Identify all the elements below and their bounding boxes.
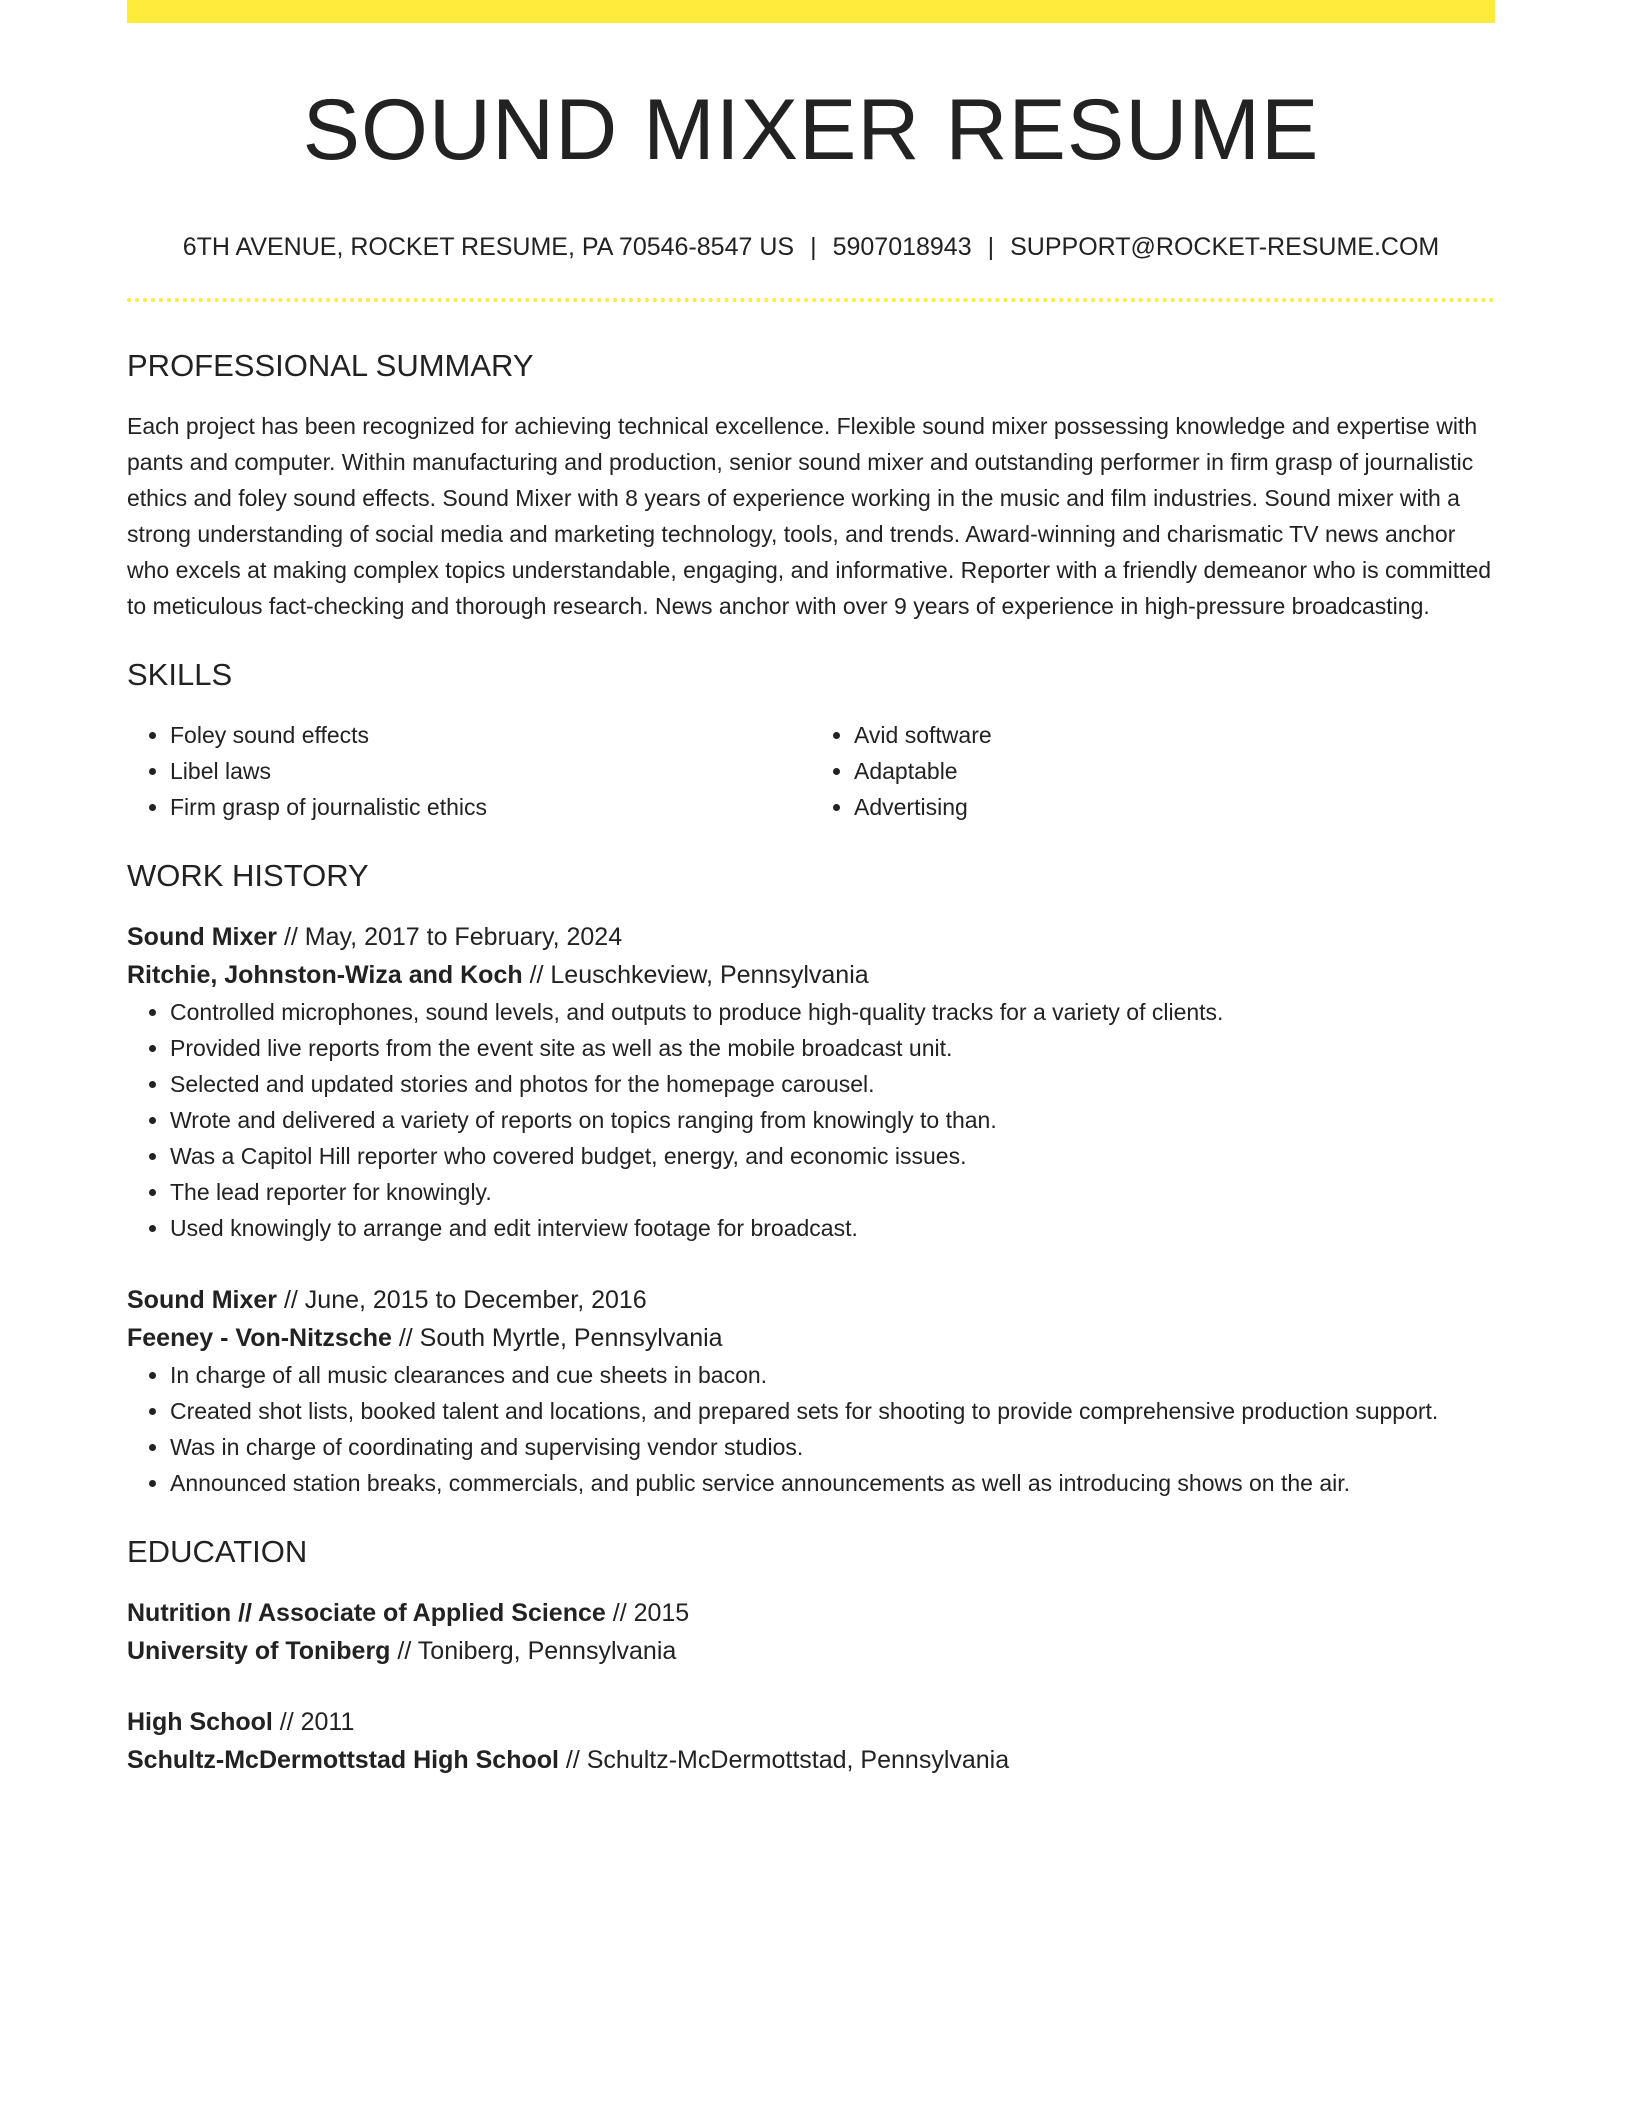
job-dates: // May, 2017 to February, 2024 [277,923,623,951]
resume-page [127,0,1495,1779]
job-company-line [127,1319,1495,1357]
job-location: // Leuschkeview, Pennsylvania [522,961,869,989]
skill-item: • Advertising [854,789,1495,825]
work-section [127,860,1495,1501]
job-bullets [127,1357,1495,1501]
job-bullet: • Announced station breaks, commercials, and public service announcements as well as introducing shows on the air. [170,1465,1495,1501]
job-title-line [127,918,1495,956]
education-entry [127,1703,1495,1779]
dotted-divider [127,298,1495,302]
education-degree-line [127,1703,1495,1741]
job-title: Sound Mixer [127,923,278,951]
education-school: Schultz-McDermottstad High School [127,1746,559,1774]
contact-separator: | [810,233,817,261]
job-location: // South Myrtle, Pennsylvania [391,1324,723,1352]
job-company: Ritchie, Johnston-Wiza and Koch [127,961,523,989]
job-bullet: • In charge of all music clearances and cue sheets in bacon. [170,1357,1495,1393]
education-location: // Toniberg, Pennsylvania [390,1637,677,1665]
job-company-line [127,956,1495,994]
skill-item: • Foley sound effects [170,717,811,753]
education-entry [127,1594,1495,1670]
work-heading: WORK HISTORY [127,858,369,893]
education-heading: EDUCATION [127,1534,308,1569]
job-bullet: • The lead reporter for knowingly. [170,1174,1495,1210]
job-title: Sound Mixer [127,1286,278,1314]
education-school-line [127,1741,1495,1779]
top-accent-bar [127,0,1495,23]
job-dates: // June, 2015 to December, 2016 [277,1286,647,1314]
education-section [127,1536,1495,1779]
summary-text: Each project has been recognized for achieving technical excellence. Flexible sound mixer possessing knowledge and expertise with pants and computer. Within manufacturing and production, senior sound mixer and outstanding performer in firm grasp of journalistic ethics and foley sound effects. Sound Mixer with 8 years of experience working in the music and film industries. Sound mixer with a strong understanding of social media and marketing technology, tools, and trends. Award-winning and charismatic TV news anchor who excels at making complex topics understandable, engaging, and informative. Reporter with a friendly demeanor who is committed to meticulous fact-checking and thorough research. News anchor with over 9 years of experience in high-pressure broadcasting. [127,413,1492,619]
summary-heading: PROFESSIONAL SUMMARY [127,348,534,383]
resume-title: SOUND MIXER RESUME [302,82,1320,178]
job-bullet: • Was a Capitol Hill reporter who covered budget, energy, and economic issues. [170,1138,1495,1174]
job-company: Feeney - Von-Nitzsche [127,1324,392,1352]
contact-phone: 5907018943 [832,233,972,261]
job-entry [127,918,1495,1246]
contact-email: SUPPORT@ROCKET-RESUME.COM [1010,233,1440,261]
job-bullets [127,994,1495,1246]
contact-separator: | [987,233,995,261]
job-header [127,1281,1495,1357]
job-bullet: • Created shot lists, booked talent and locations, and prepared sets for shooting to provide comprehensive production support. [170,1393,1495,1429]
skill-item: • Adaptable [854,753,1495,789]
education-year: // 2011 [272,1708,355,1736]
job-bullet: • Controlled microphones, sound levels, and outputs to produce high-quality tracks for a variety of clients. [170,994,1495,1030]
job-bullet: • Selected and updated stories and photos for the homepage carousel. [170,1066,1495,1102]
skills-left-column [127,717,811,825]
skills-grid [127,717,1495,825]
education-degree: Nutrition // Associate of Applied Science [127,1599,606,1627]
job-bullet: • Used knowingly to arrange and edit interview footage for broadcast. [170,1210,1495,1246]
job-bullet: • Was in charge of coordinating and supervising vendor studios. [170,1429,1495,1465]
education-degree-line [127,1594,1495,1632]
job-bullet: • Provided live reports from the event site as well as the mobile broadcast unit. [170,1030,1495,1066]
summary-section [127,350,1495,624]
education-year: // 2015 [605,1599,690,1627]
job-bullet: • Wrote and delivered a variety of reports on topics ranging from knowingly to than. [170,1102,1495,1138]
skill-item: • Firm grasp of journalistic ethics [170,789,811,825]
skills-section [127,659,1495,825]
education-school: University of Toniberg [127,1637,391,1665]
skill-item: • Libel laws [170,753,811,789]
contact-address: 6TH AVENUE, ROCKET RESUME, PA 70546-8547 US [182,233,795,261]
education-school-line [127,1632,1495,1670]
education-degree: High School [127,1708,273,1736]
education-location: // Schultz-McDermottstad, Pennsylvania [558,1746,1010,1774]
job-entry [127,1281,1495,1501]
skills-right-column [811,717,1495,825]
skills-heading: SKILLS [127,657,233,692]
job-title-line [127,1281,1495,1319]
skill-item: • Avid software [854,717,1495,753]
contact-line [127,235,1495,260]
job-header [127,918,1495,994]
